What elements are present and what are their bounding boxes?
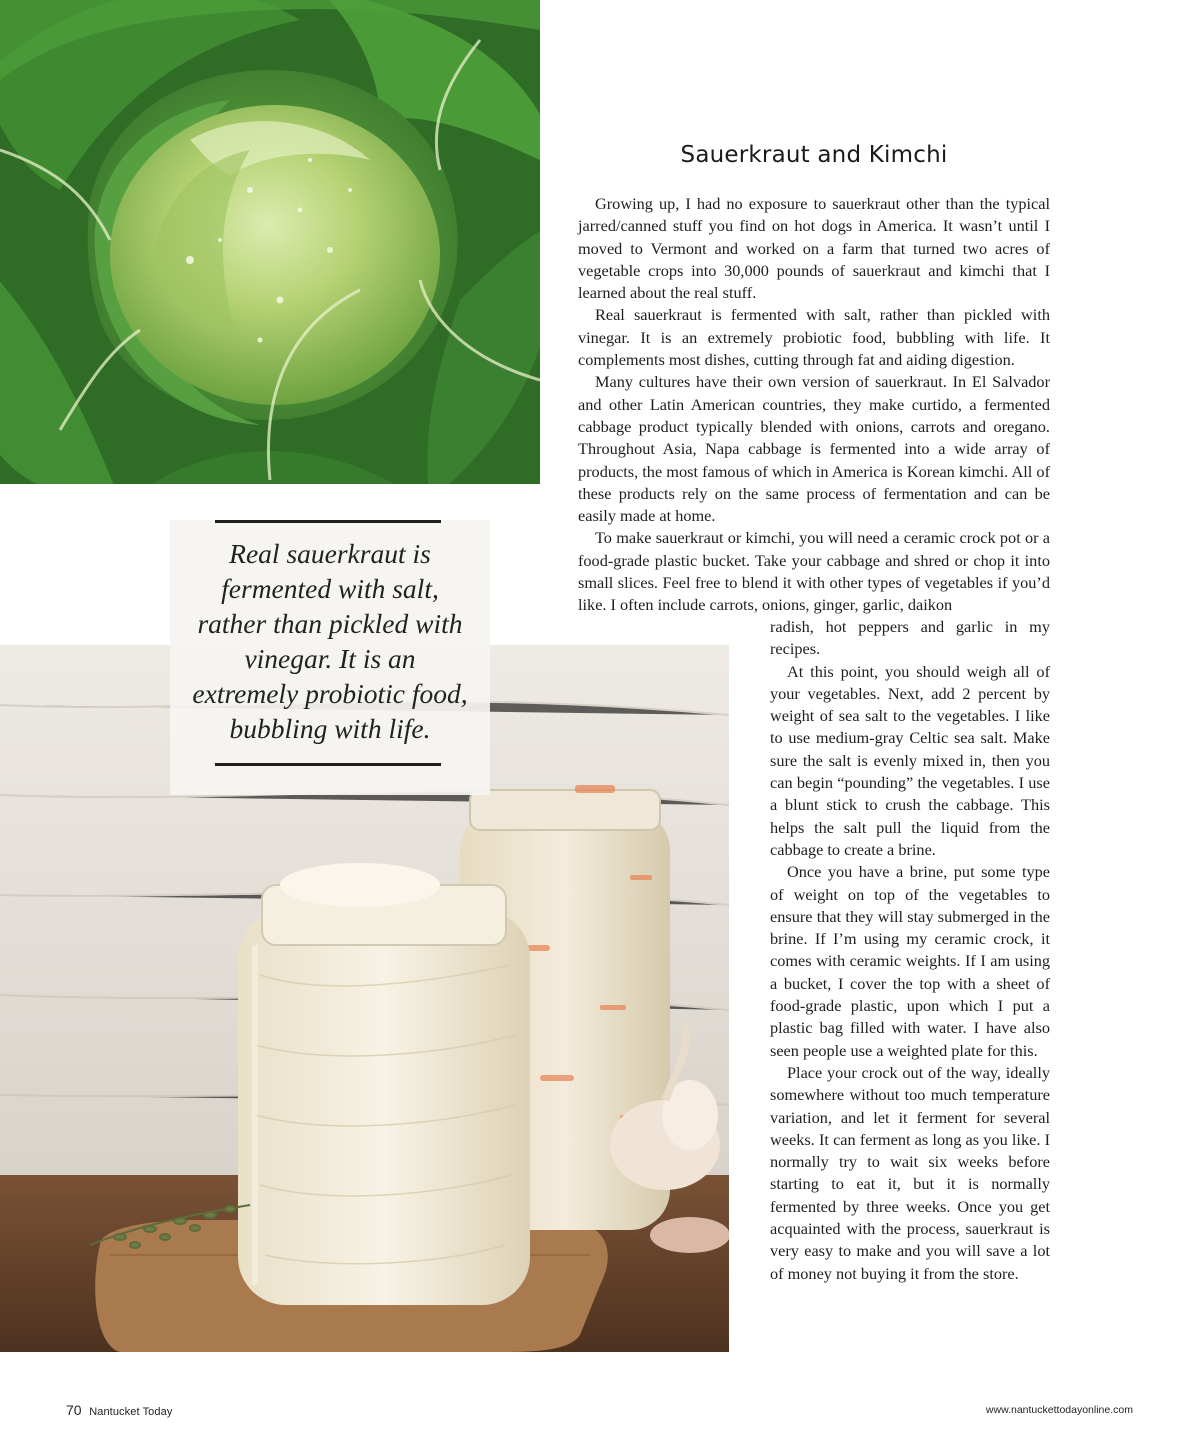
pull-quote-top-rule — [215, 520, 441, 523]
pull-quote-line: fermented with salt, — [221, 573, 439, 604]
pull-quote-bottom-rule — [215, 763, 441, 766]
article-paragraph: Place your crock out of the way, ideally somewhere without too much temperature variation, and let it ferment for several weeks. It can ferment as long as you like. I normally try to wait six weeks before starting to eat it, but it is normally fermented by three weeks. Once you get acquainted with the process, sauerkraut is very easy to make and you will save a lot of money not buying it from the store. — [770, 1062, 1050, 1283]
page-folio — [66, 1402, 172, 1418]
pull-quote-line: extremely probiotic food, — [192, 678, 468, 709]
website-url: www.nantuckettodayonline.com — [985, 1404, 1133, 1416]
pull-quote-line: vinegar. It is an — [244, 643, 416, 674]
pull-quote-line: rather than pickled with — [197, 608, 463, 639]
pull-quote-line: bubbling with life. — [229, 713, 431, 744]
pull-quote-line: Real sauerkraut is — [229, 538, 431, 569]
article-paragraph: Real sauerkraut is fermented with salt, rather than pickled with vinegar. It is an extremely probiotic food, bubbling with life. It complements most dishes, cutting through fat and aiding digestion. — [578, 305, 1050, 370]
publication-name: Nantucket Today — [89, 1406, 173, 1418]
cabbage-illustration — [0, 0, 540, 484]
article-paragraph: Once you have a brine, put some type of weight on top of the vegetables to ensure that they will stay submerged in the brine. If I’m using my ceramic crock, it comes with ceramic weights. If I am using a bucket, I cover the top with a sheet of food-grade plastic, upon which I put a plastic bag filled with water. I have also seen people use a weighted plate for this. — [770, 862, 1050, 1060]
pull-quote-text — [170, 536, 490, 746]
article-paragraph: To make sauerkraut or kimchi, you will need a ceramic crock pot or a food-grade plastic bucket. Take your cabbage and shred or chop it into small slices. Feel free to blend it with other types of vegetables if you’d like. I often include carrots, onions, ginger, garlic, daikon — [578, 528, 1050, 615]
article-paragraph-continued: radish, hot peppers and garlic in my recipes. — [770, 617, 1050, 659]
article-body-wide-column — [578, 193, 1050, 617]
article-paragraph: Many cultures have their own version of sauerkraut. In El Salvador and other Latin American countries, they make curtido, a fermented cabbage product typically blended with onions, carrots and oregano. Throughout Asia, Napa cabbage is fermented into a wide array of products, the most famous of which in America is Korean kimchi. All of these products rely on the same process of fermentation and can be easily made at home. — [578, 372, 1050, 526]
article-paragraph: Growing up, I had no exposure to sauerkraut other than the typical jarred/canned stuff you find on hot dogs in America. It wasn’t until I moved to Vermont and worked on a farm that turned two acres of vegetable crops into 30,000 pounds of sauerkraut and kimchi that I learned about the real stuff. — [578, 194, 1050, 303]
page-number: 70 — [66, 1402, 82, 1418]
cabbage-photo — [0, 0, 540, 484]
article-body-narrow-column — [770, 616, 1050, 1285]
article-headline: Sauerkraut and Kimchi — [680, 142, 948, 168]
pull-quote — [170, 520, 490, 795]
article-paragraph: At this point, you should weigh all of your vegetables. Next, add 2 percent by weight of sea salt to the vegetables. I like to use medium-gray Celtic sea salt. Make sure the salt is evenly mixed in, then you can begin “pounding” the vegetables. I use a blunt stick to crush the cabbage. This helps the salt pull the liquid from the cabbage to create a brine. — [770, 661, 1050, 859]
